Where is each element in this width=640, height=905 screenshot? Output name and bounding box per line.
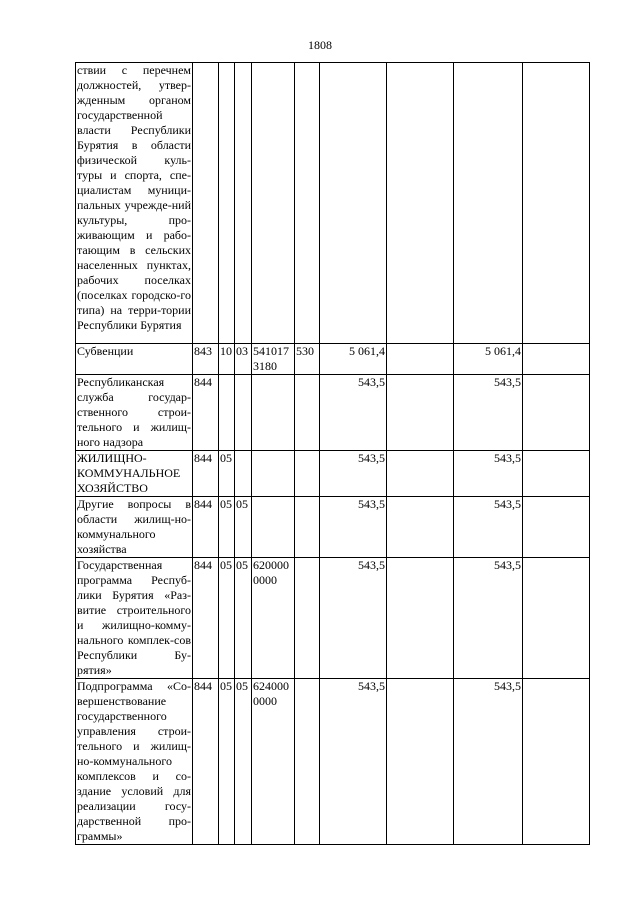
vr-cell (295, 558, 320, 679)
sum-2-cell (387, 497, 454, 558)
pr-cell: 05 (235, 558, 252, 679)
rz-cell: 05 (219, 451, 235, 497)
sum-4-cell (523, 497, 590, 558)
sum-1-cell: 543,5 (320, 679, 387, 845)
csr-cell (252, 451, 295, 497)
vr-cell (295, 63, 320, 344)
row-name-cell: Подпрограмма «Со-вершенствование государственного управления строи-тельного и жилищ-но-коммунального комплексов и со-здание условий для реализации госу-дарственной про-граммы» (77, 679, 191, 843)
sum-1-cell: 5 061,4 (320, 344, 387, 375)
sum-3-cell (454, 63, 523, 344)
pr-cell: 05 (235, 679, 252, 845)
csr-cell: 620000 0000 (252, 558, 295, 679)
sum-1-cell (320, 63, 387, 344)
rz-cell: 05 (219, 497, 235, 558)
rz-cell: 10 (219, 344, 235, 375)
pr-cell (235, 451, 252, 497)
pr-cell: 03 (235, 344, 252, 375)
rz-cell (219, 375, 235, 451)
sum-4-cell (523, 344, 590, 375)
rz-cell: 05 (219, 679, 235, 845)
sum-1-cell: 543,5 (320, 375, 387, 451)
sum-4-cell (523, 558, 590, 679)
sum-3-cell: 543,5 (454, 497, 523, 558)
sum-2-cell (387, 375, 454, 451)
ved-cell: 844 (193, 451, 219, 497)
vr-cell (295, 451, 320, 497)
table-row (76, 451, 590, 497)
sum-2-cell (387, 679, 454, 845)
ved-cell: 844 (193, 558, 219, 679)
csr-cell: 541017 3180 (252, 344, 295, 375)
sum-3-cell: 543,5 (454, 558, 523, 679)
pr-cell (235, 63, 252, 344)
ved-cell: 843 (193, 344, 219, 375)
sum-1-cell: 543,5 (320, 451, 387, 497)
sum-2-cell (387, 558, 454, 679)
sum-3-cell: 543,5 (454, 679, 523, 845)
row-name-cell: Субвенции (76, 344, 193, 375)
table-row (76, 375, 590, 451)
sum-4-cell (523, 375, 590, 451)
ved-cell: 844 (193, 679, 219, 845)
budget-table (75, 62, 590, 845)
sum-4-cell (523, 679, 590, 845)
sum-2-cell (387, 451, 454, 497)
sum-3-cell: 5 061,4 (454, 344, 523, 375)
sum-4-cell (523, 63, 590, 344)
pr-cell: 05 (235, 497, 252, 558)
vr-cell (295, 375, 320, 451)
sum-2-cell (387, 344, 454, 375)
pr-cell (235, 375, 252, 451)
table-row (76, 63, 590, 344)
csr-cell: 624000 0000 (252, 679, 295, 845)
row-name-cell: Другие вопросы в области жилищ-но-коммунального хозяйства (77, 497, 191, 556)
csr-cell (252, 63, 295, 344)
ved-cell: 844 (193, 375, 219, 451)
table-row (76, 679, 590, 845)
ved-cell (193, 63, 219, 344)
row-name-cell: Государственная программа Респуб-лики Бурятия «Раз-витие строительного и жилищно-комму-нального комплек-сов Республики Бу-рятия» (77, 558, 191, 677)
rz-cell: 05 (219, 558, 235, 679)
sum-3-cell: 543,5 (454, 375, 523, 451)
rz-cell (219, 63, 235, 344)
sum-1-cell: 543,5 (320, 558, 387, 679)
row-name-cell: Республиканская служба государ-ственного строи-тельного и жилищ-ного надзора (77, 375, 191, 449)
table-row (76, 497, 590, 558)
row-name-cell: ЖИЛИЩНО-КОММУНАЛЬНОЕ ХОЗЯЙСТВО (76, 451, 193, 497)
table-row (76, 558, 590, 679)
row-name-cell: ствии с перечнем должностей, утвер-жденным органом государственной власти Республики Бурятия в области физической куль-туры и спорта, спе-циалистам муници-пальных учрежде-ний культуры, про-живающим и рабо-тающим в сельских населенных пунктах, рабочих поселках (поселках городско-го типа) на терри-тории Республики Бурятия (76, 63, 193, 344)
sum-2-cell (387, 63, 454, 344)
csr-cell (252, 375, 295, 451)
vr-cell (295, 679, 320, 845)
vr-cell (295, 497, 320, 558)
sum-4-cell (523, 451, 590, 497)
sum-1-cell: 543,5 (320, 497, 387, 558)
ved-cell: 844 (193, 497, 219, 558)
page-number: 1808 (308, 38, 332, 52)
vr-cell: 530 (295, 344, 320, 375)
csr-cell (252, 497, 295, 558)
table-row (76, 344, 590, 375)
sum-3-cell: 543,5 (454, 451, 523, 497)
